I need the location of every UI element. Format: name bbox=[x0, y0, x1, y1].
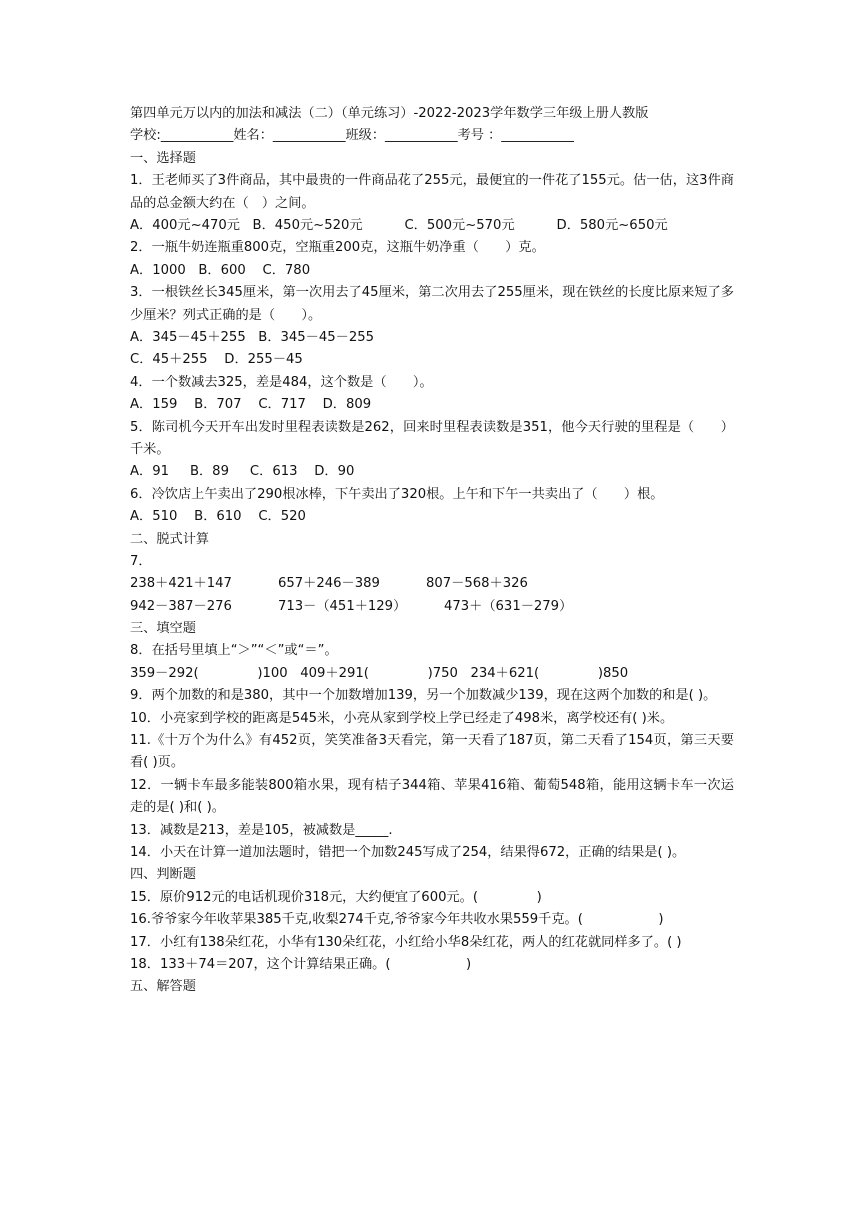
section-heading-fill-blank: 三、填空题 bbox=[130, 621, 196, 637]
question-7-row-2: 942－387－276 713－（451＋129） 473＋（631－279） bbox=[130, 598, 573, 614]
question-7: 7． bbox=[130, 553, 152, 569]
question-11: 11.《十万个为什么》有452页，笑笑准备3天看完，第一天看了187页，第二天看了154页，第三天要看( )页。 bbox=[130, 733, 734, 771]
question-8: 8．在括号里填上“＞”“＜”或“＝”。 bbox=[130, 643, 338, 659]
question-3-options-ab: A．345－45＋255 B．345－45－255 bbox=[130, 329, 375, 345]
section-heading-solve: 五、解答题 bbox=[130, 979, 196, 995]
section-heading-choice: 一、选择题 bbox=[130, 150, 196, 166]
section-heading-judgement: 四、判断题 bbox=[130, 867, 196, 883]
student-info-line: 学校:___________姓名：___________班级：___________考号 ：___________ bbox=[130, 128, 574, 144]
question-15: 15．原价912元的电话机现价318元，大约便宜了600元。( ) bbox=[130, 889, 542, 905]
question-12: 12．一辆卡车最多能装800箱水果，现有桔子344箱、苹果416箱、葡萄548箱，能用这辆卡车一次运走的是( )和( )。 bbox=[130, 777, 734, 816]
worksheet bbox=[130, 103, 734, 999]
question-18: 18．133＋74＝207，这个计算结果正确。( ) bbox=[130, 957, 472, 973]
question-4-options: A．159 B．707 C．717 D．809 bbox=[130, 397, 372, 413]
question-5: 5．陈司机今天开车出发时里程表读数是262，回来时里程表读数是351，他今天行驶的里程是（ ）千米。 bbox=[130, 419, 734, 457]
question-6-options: A．510 B．610 C．520 bbox=[130, 509, 306, 525]
question-3: 3．一根铁丝长345厘米，第一次用去了45厘米，第二次用去了255厘米，现在铁丝的长度比原来短了多少厘米？列式正确的是（ ）。 bbox=[130, 285, 734, 323]
worksheet-title: 第四单元万以内的加法和减法（二）（单元练习）-2022-2023学年数学三年级上册人教版 bbox=[130, 106, 649, 121]
question-7-row-1: 238＋421＋147 657＋246－389 807－568＋326 bbox=[130, 576, 528, 592]
section-heading-calculation: 二、脱式计算 bbox=[130, 531, 210, 547]
question-8-row: 359－292( )100 409＋291( )750 234＋621( )850 bbox=[130, 665, 629, 681]
question-17: 17．小红有138朵红花，小华有130朵红花，小红给小华8朵红花，两人的红花就同样多了。( ) bbox=[130, 934, 682, 950]
question-16: 16.爷爷家今年收苹果385千克,收梨274千克,爷爷家今年共收水果559千克。( ) bbox=[130, 912, 664, 928]
question-3-options-cd: C．45＋255 D．255－45 bbox=[130, 352, 303, 368]
question-1-options: A．400元~470元 B．450元~520元 C．500元~570元 D．580元~650元 bbox=[130, 217, 668, 233]
question-2-options: A．1000 B．600 C．780 bbox=[130, 262, 311, 278]
question-14: 14．小天在计算一道加法题时，错把一个加数245写成了254，结果得672，正确的结果是( )。 bbox=[130, 845, 686, 861]
question-5-options: A．91 B．89 C．613 D．90 bbox=[130, 464, 355, 480]
question-4: 4．一个数减去325，差是484，这个数是（ ）。 bbox=[130, 374, 433, 390]
question-9: 9．两个加数的和是380，其中一个加数增加139，另一个加数减少139，现在这两个加数的和是( )。 bbox=[130, 688, 717, 704]
question-6: 6．冷饮店上午卖出了290根冰棒，下午卖出了320根。上午和下午一共卖出了（ ）根。 bbox=[130, 486, 664, 502]
question-2: 2．一瓶牛奶连瓶重800克，空瓶重200克，这瓶牛奶净重（ ）克。 bbox=[130, 240, 545, 256]
question-13: 13．减数是213，差是105，被减数是_____. bbox=[130, 822, 393, 838]
question-10: 10．小亮家到学校的距离是545米，小亮从家到学校上学已经走了498米，离学校还有( )米。 bbox=[130, 710, 674, 726]
question-1: 1．王老师买了3件商品，其中最贵的一件商品花了255元，最便宜的一件花了155元。估一估，这3件商品的总金额大约在（ ）之间。 bbox=[130, 173, 734, 211]
